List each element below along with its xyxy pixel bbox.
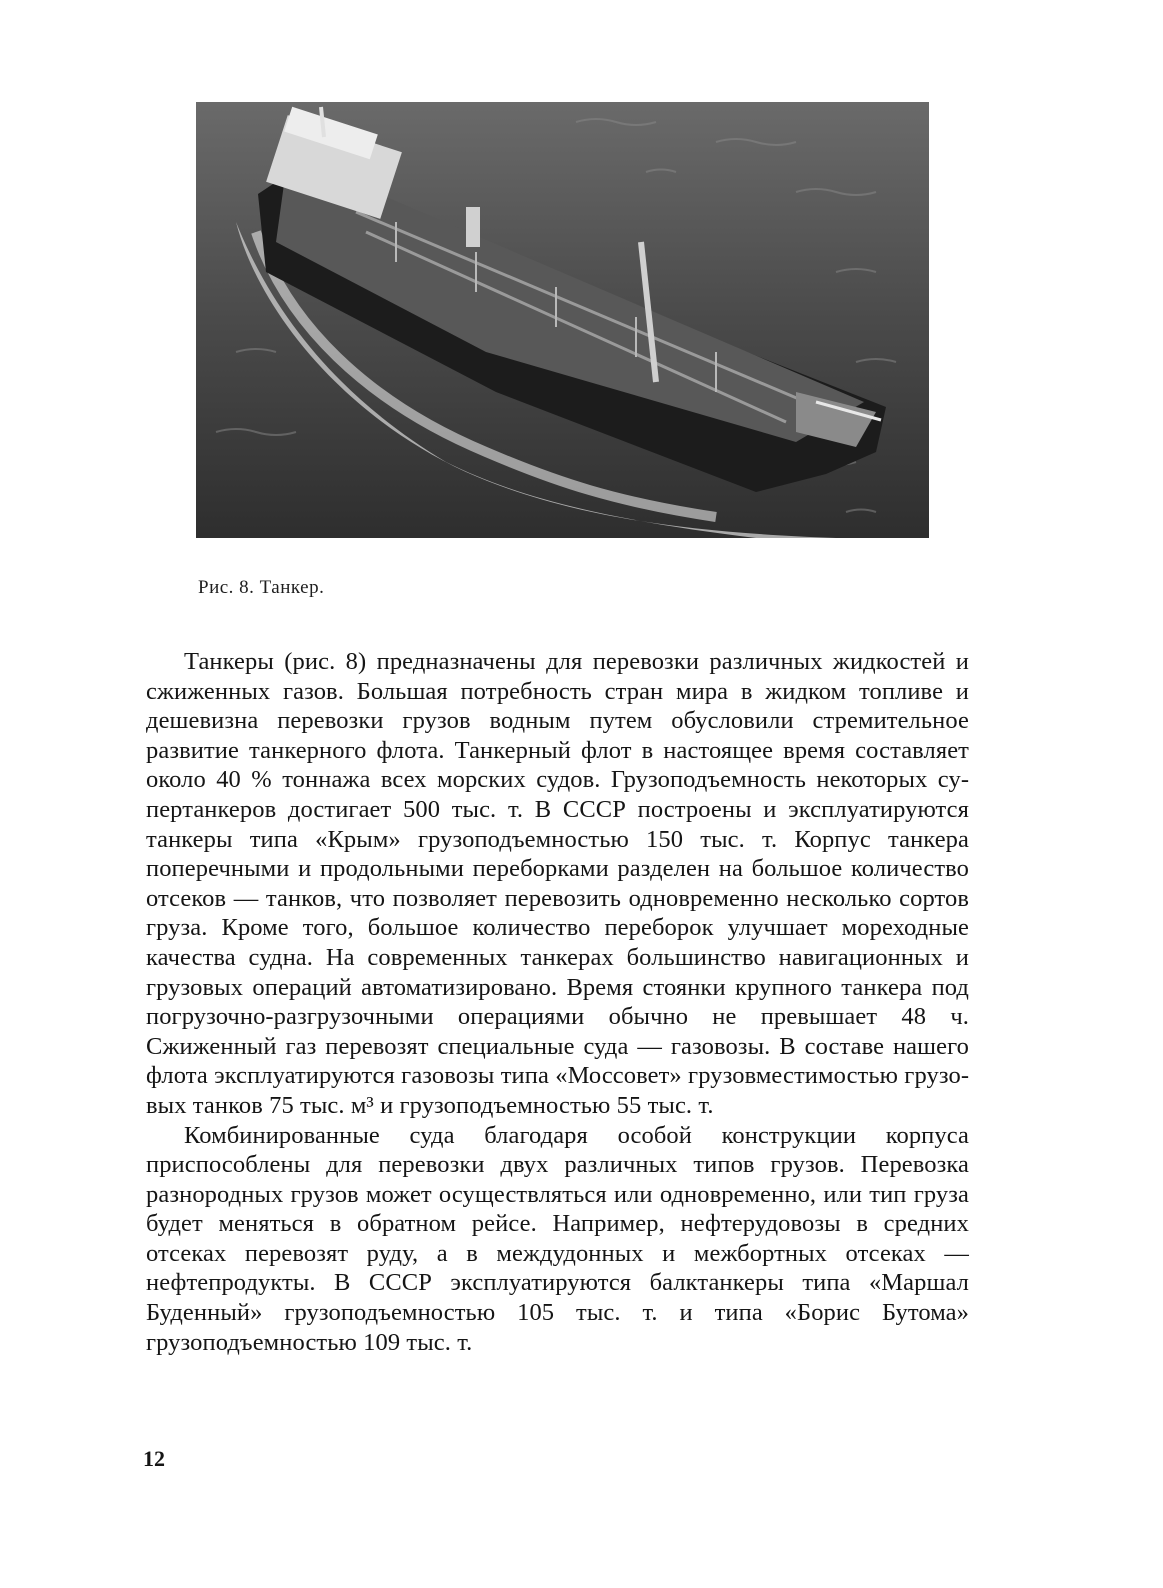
tanker-photo — [196, 102, 929, 538]
ship-illustration — [196, 102, 929, 538]
paragraph-combined-ships: Комбинированные суда благодаря особой конструкции корпуса приспособлены для перевозки двух различных типов грузов. Перевозка разнородных грузов может осуществляться или одновременно, или тип груза будет меняться в обратном рейсе. Например, нефтерудовозы в средних отсеках перевозят руду, а в междудонных и межбортных отсеках — нефтепродукты. В СССР эксплуатируются балктанкеры типа «Маршал Буденный» грузоподъемностью 105 тыс. т. и типа «Борис Бутома» грузоподъемностью 109 тыс. т. — [146, 1121, 969, 1356]
page-number: 12 — [143, 1446, 165, 1471]
body-text — [146, 647, 969, 1357]
figure-caption: Рис. 8. Танкер. — [198, 577, 325, 598]
paragraph-tankers: Танкеры (рис. 8) предназначены для перевозки различных жидкостей и сжиженных газов. Большая потребность стран мира в жидком топливе и дешевизна перевозки грузов водным путем обусловили стремительное развитие танкерного флота. Танкерный флот в настоящее время составляет около 40 % тоннажа всех морских судов. Грузоподъемность некоторых супертанкеров достигает 500 тыс. т. В СССР построены и эксплуатируются танкеры типа «Крым» грузоподъемностью 150 тыс. т. Корпус танкера поперечными и продольными переборками разделен на большое количество отсеков — танков, что позволяет перевозить одновременно несколько сортов груза. Кроме того, большое количество переборок улучшает мореходные качества судна. На современных танкерах большинство навигационных и грузовых операций автоматизировано. Время стоянки крупного танкера под погрузочно-разгрузочными операциями обычно не превышает 48 ч. Сжиженный газ перевозят специальные суда — газовозы. В составе нашего флота эксплуатируются газовозы типа «Моссовет» грузовместимостью грузовых танков 75 тыс. м³ и грузоподъемностью 55 тыс. т. — [146, 648, 969, 1119]
